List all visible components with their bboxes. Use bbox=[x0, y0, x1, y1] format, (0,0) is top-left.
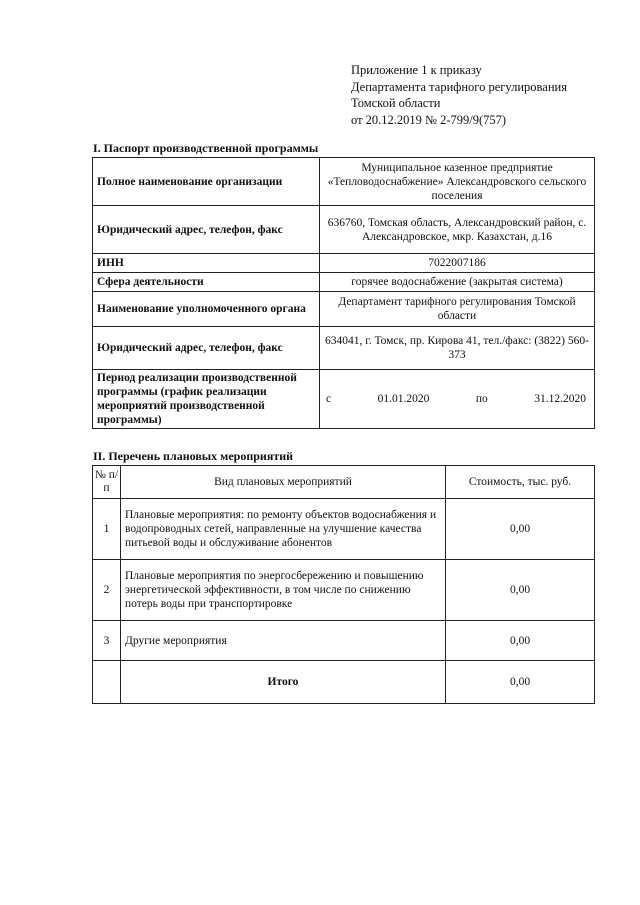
event-name: Другие мероприятия bbox=[121, 621, 446, 661]
total-row bbox=[93, 661, 595, 704]
event-name: Плановые мероприятия: по ремонту объектов водоснабжения и водопроводных сетей, направленные на улучшение качества питьевой воды и обслуживание абонентов bbox=[121, 499, 446, 560]
total-cost: 0,00 bbox=[446, 661, 595, 704]
order-reference-line: Томской области bbox=[351, 96, 441, 110]
table-row bbox=[93, 499, 595, 560]
event-name: Плановые мероприятия по энергосбережению и повышению энергетической эффективности, в том числе по снижению потерь воды при транспортировке bbox=[121, 560, 446, 621]
event-cost: 0,00 bbox=[446, 560, 595, 621]
column-header-name: Вид плановых мероприятий bbox=[121, 466, 446, 499]
passport-table bbox=[92, 157, 595, 429]
row-value: Муниципальное казенное предприятие «Тепловодоснабжение» Александровского сельского поселения bbox=[320, 158, 595, 206]
row-label: Сфера деятельности bbox=[93, 273, 320, 292]
passport-section-title: I. Паспорт производственной программы bbox=[93, 141, 319, 155]
table-row bbox=[93, 292, 595, 327]
period-label: Период реализации производственной программы (график реализации мероприятий производственной программы) bbox=[93, 370, 320, 429]
total-label: Итого bbox=[121, 661, 446, 704]
event-cost: 0,00 bbox=[446, 621, 595, 661]
order-reference-line: Приложение 1 к приказу bbox=[351, 63, 482, 77]
period-from-date: 01.01.2020 bbox=[377, 393, 430, 405]
row-value: 7022007186 bbox=[320, 254, 595, 273]
table-row bbox=[93, 327, 595, 370]
table-row bbox=[93, 370, 595, 429]
event-num: 2 bbox=[93, 560, 121, 621]
table-row bbox=[93, 206, 595, 254]
event-cost: 0,00 bbox=[446, 499, 595, 560]
row-label: Полное наименование организации bbox=[93, 158, 320, 206]
row-value: Департамент тарифного регулирования Томской области bbox=[320, 292, 595, 327]
event-num: 3 bbox=[93, 621, 121, 661]
row-label: Юридический адрес, телефон, факс bbox=[93, 327, 320, 370]
table-row bbox=[93, 158, 595, 206]
row-value: 636760, Томская область, Александровский район, с. Александровское, мкр. Казахстан, д.16 bbox=[320, 206, 595, 254]
period-to-word: по bbox=[475, 393, 488, 405]
row-value: горячее водоснабжение (закрытая система) bbox=[320, 273, 595, 292]
period-value bbox=[320, 370, 595, 429]
table-row bbox=[93, 254, 595, 273]
column-header-num: № п/п bbox=[93, 466, 121, 499]
column-header-cost: Стоимость, тыс. руб. bbox=[446, 466, 595, 499]
total-num-empty bbox=[93, 661, 121, 704]
period-to-date: 31.12.2020 bbox=[534, 393, 586, 405]
order-reference-line: Департамента тарифного регулирования bbox=[351, 79, 567, 94]
order-reference-line: от 20.12.2019 № 2-799/9(757) bbox=[351, 112, 507, 127]
table-row bbox=[93, 621, 595, 661]
events-table bbox=[92, 465, 595, 704]
event-num: 1 bbox=[93, 499, 121, 560]
events-section-title: II. Перечень плановых мероприятий bbox=[93, 449, 294, 463]
order-reference bbox=[351, 62, 621, 128]
row-label: ИНН bbox=[93, 254, 320, 273]
period-from-word: с bbox=[326, 393, 332, 405]
table-row bbox=[93, 560, 595, 621]
row-value: 634041, г. Томск, пр. Кирова 41, тел./факс: (3822) 560-373 bbox=[320, 327, 595, 370]
row-label: Наименование уполномоченного органа bbox=[93, 292, 320, 327]
row-label: Юридический адрес, телефон, факс bbox=[93, 206, 320, 254]
table-row bbox=[93, 273, 595, 292]
table-header-row bbox=[93, 466, 595, 499]
